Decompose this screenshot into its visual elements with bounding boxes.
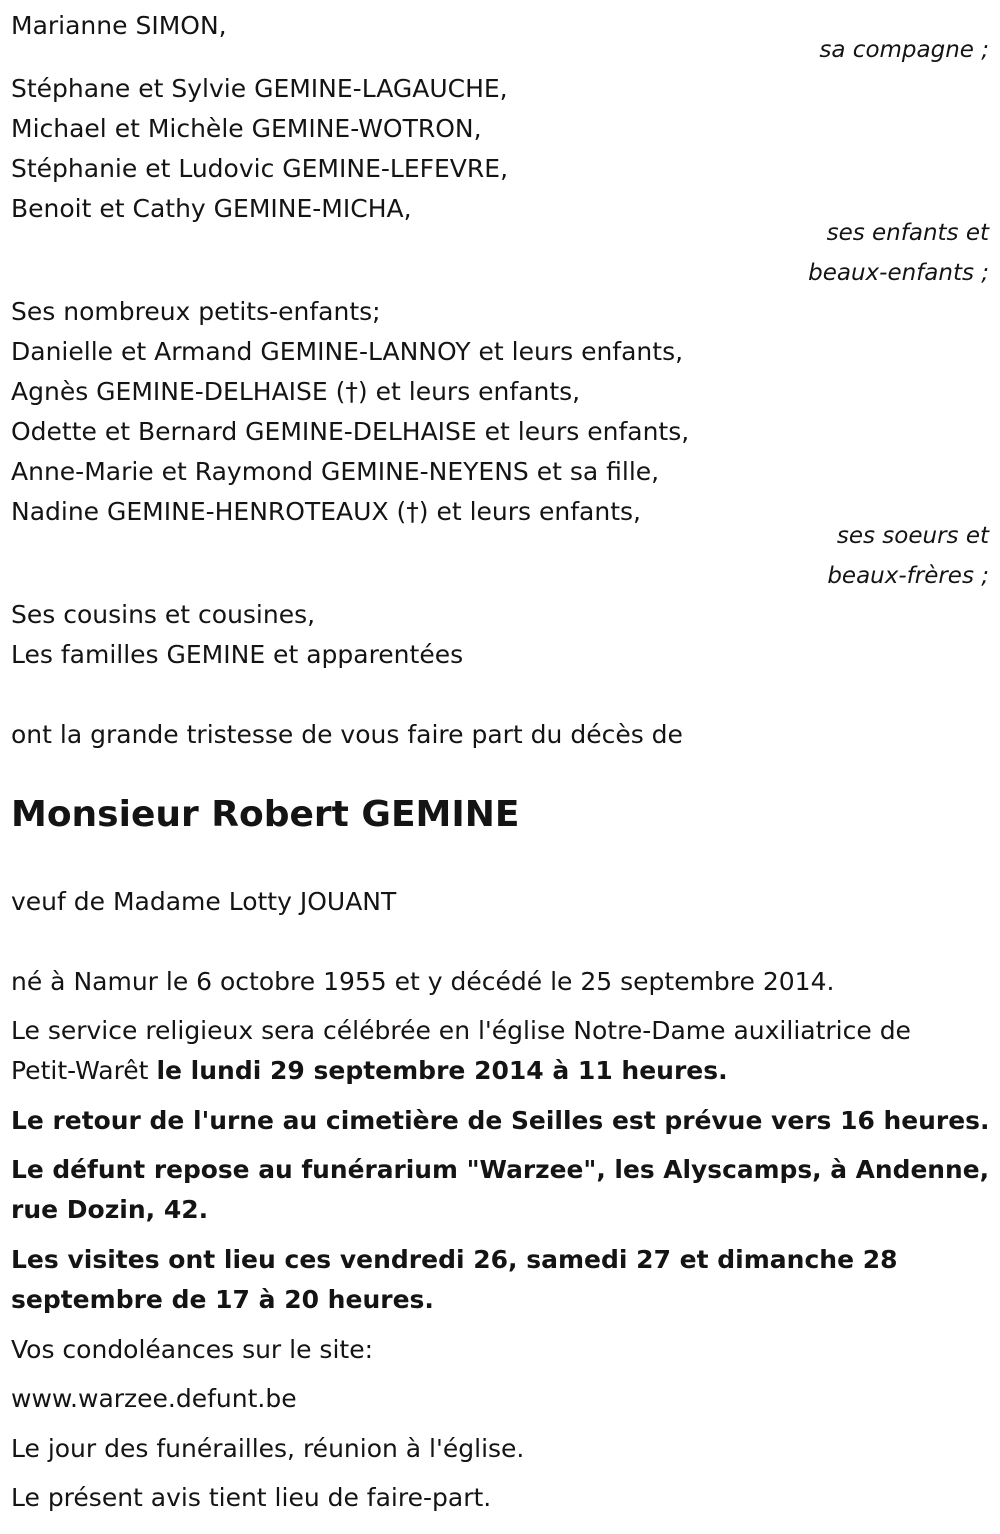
announcement: ont la grande tristesse de vous faire part du décès de xyxy=(11,720,683,749)
widower-line: veuf de Madame Lotty JOUANT xyxy=(11,887,397,916)
siblings-role-1: ses soeurs et xyxy=(836,523,989,549)
children-role-1: ses enfants et xyxy=(826,220,989,246)
siblings-role-2: beaux-frères ; xyxy=(827,563,989,589)
birth-death: né à Namur le 6 octobre 1955 et y décédé le 25 septembre 2014. xyxy=(11,967,835,996)
sibling-5: Nadine GEMINE-HENROTEAUX (†) et leurs enfants, xyxy=(11,497,641,526)
visits-line-1: Les visites ont lieu ces vendredi 26, samedi 27 et dimanche 28 xyxy=(11,1245,898,1274)
funerarium-line-1: Le défunt repose au funérarium "Warzee", les Alyscamps, à Andenne, xyxy=(11,1155,990,1184)
relatives-1: Ses cousins et cousines, xyxy=(11,600,316,629)
notice: Le présent avis tient lieu de faire-part. xyxy=(11,1483,492,1512)
sibling-4: Anne-Marie et Raymond GEMINE-NEYENS et sa fille, xyxy=(11,457,660,486)
service-line-1: Le service religieux sera célébrée en l'église Notre-Dame auxiliatrice de xyxy=(11,1016,911,1045)
gathering: Le jour des funérailles, réunion à l'église. xyxy=(11,1434,525,1463)
partner-name: Marianne SIMON, xyxy=(11,11,227,40)
deceased-name: Monsieur Robert GEMINE xyxy=(11,794,520,835)
visits-line-2: septembre de 17 à 20 heures. xyxy=(11,1285,434,1314)
child-4: Benoit et Cathy GEMINE-MICHA, xyxy=(11,194,412,223)
sibling-1: Danielle et Armand GEMINE-LANNOY et leurs enfants, xyxy=(11,337,684,366)
condolences-url[interactable]: www.warzee.defunt.be xyxy=(11,1384,297,1413)
partner-role: sa compagne ; xyxy=(819,37,989,63)
sibling-2: Agnès GEMINE-DELHAISE (†) et leurs enfants, xyxy=(11,377,581,406)
relatives-2: Les familles GEMINE et apparentées xyxy=(11,640,464,669)
children-role-2: beaux-enfants ; xyxy=(808,260,989,286)
child-1: Stéphane et Sylvie GEMINE-LAGAUCHE, xyxy=(11,74,508,103)
urn-return: Le retour de l'urne au cimetière de Seilles est prévue vers 16 heures. xyxy=(11,1106,990,1135)
grandchildren: Ses nombreux petits-enfants; xyxy=(11,297,381,326)
sibling-3: Odette et Bernard GEMINE-DELHAISE et leurs enfants, xyxy=(11,417,690,446)
service-date: le lundi 29 septembre 2014 à 11 heures. xyxy=(156,1056,728,1085)
child-3: Stéphanie et Ludovic GEMINE-LEFEVRE, xyxy=(11,154,509,183)
condolences-label: Vos condoléances sur le site: xyxy=(11,1335,374,1364)
child-2: Michael et Michèle GEMINE-WOTRON, xyxy=(11,114,482,143)
funerarium-line-2: rue Dozin, 42. xyxy=(11,1195,209,1224)
service-line-2 xyxy=(11,1051,728,1091)
service-place: Petit-Warêt xyxy=(11,1056,157,1085)
